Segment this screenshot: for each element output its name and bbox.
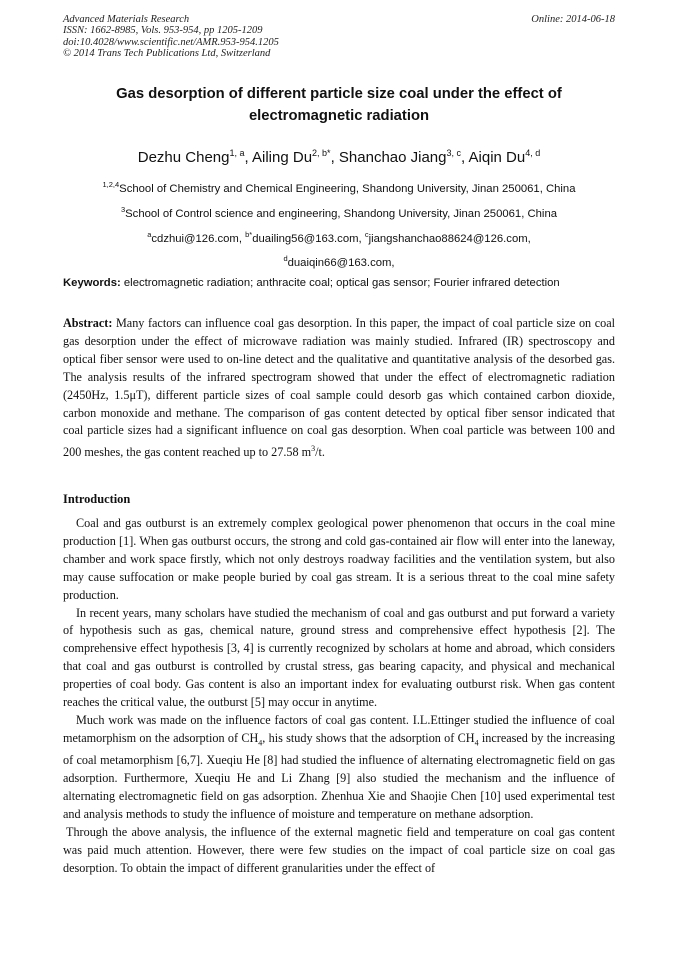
email-sup: a (147, 230, 152, 239)
email-sup: c (364, 230, 369, 239)
author-separator: , (461, 149, 469, 166)
email-sup: b* (245, 230, 253, 239)
abstract-label: Abstract: (63, 316, 113, 330)
journal-header (63, 14, 615, 60)
section-title: Introduction (63, 492, 131, 506)
author-name: Ailing Du (252, 149, 313, 166)
keywords-text: electromagnetic radiation; anthracite coal; optical gas sensor; Fourier infrared detection (120, 277, 560, 289)
keywords-label: Keywords: (63, 277, 121, 289)
email-address[interactable]: jiangshanchao88624@126.com, (368, 232, 531, 245)
email-sup: d (283, 254, 288, 263)
title-line-2: electromagnetic radiation (248, 108, 430, 124)
author-name: Shanchao Jiang (338, 149, 447, 166)
affiliation-2 (63, 203, 615, 221)
paragraph-text: increased by the increasing of coal metamorphism [6,7]. Xueqiu He [8] had studied the influence of alternating electromagnetic field on gas adsorption. Furthermore, Xueqiu He and Li Zhang [9] also studied the mechanism and the influence of alternating electromagnetic field on gas adsorption. Zhenhua Xie and Shaojie Chen [10] used experimental test and analysis methods to study the influence of moisture and temperature on methane adsorption. (63, 730, 615, 821)
author-separator: , (244, 149, 253, 166)
affiliation-sup: 3 (120, 205, 126, 214)
subscript: 4 (258, 738, 263, 748)
author-name: Aiqin Du (468, 149, 526, 166)
copyright-line: © 2014 Trans Tech Publications Ltd, Switzerland (63, 48, 271, 60)
email-address[interactable]: duaiqin66@163.com, (287, 256, 395, 269)
journal-name: Advanced Materials Research (63, 14, 190, 25)
online-date: Online: 2014-06-18 (531, 14, 615, 25)
doi-line: doi:10.4028/www.scientific.net/AMR.953-954.1205 (63, 36, 279, 48)
author-list (63, 143, 615, 168)
issn-line: ISSN: 1662-8985, Vols. 953-954, pp 1205-1209 (63, 25, 263, 37)
author-sup: 2, b* (312, 148, 331, 158)
email-line-2 (63, 252, 615, 270)
author-name: Dezhu Cheng (137, 149, 230, 166)
abstract (63, 315, 615, 462)
author-sup: 1, a (229, 148, 245, 158)
author-sup: 4, d (525, 148, 541, 158)
title-line-1: Gas desorption of different particle size coal under the effect of (116, 86, 562, 102)
affiliation-text: School of Control science and engineering, Shandong University, Jinan 250061, China (125, 207, 558, 220)
paragraph (63, 712, 615, 824)
affiliation-sup: 1,2,4 (102, 180, 120, 189)
introduction-body (63, 515, 615, 878)
unit-tail: /t. (315, 445, 325, 460)
unit-superscript: 3 (311, 444, 316, 454)
subscript: 4 (474, 738, 479, 748)
paragraph: Through the above analysis, the influence of the external magnetic field and temperature on coal gas content was paid much attention. However, there were few studies on the impact of coal particle size on coal gas desorption. To obtain the impact of different granularities under the effect of (63, 824, 615, 875)
paragraph: In recent years, many scholars have studied the mechanism of coal and gas outburst and put forward a variety of hypothesis such as gas, chemical nature, ground stress and comprehensive effect hypothesis [2]. The comprehensive effect hypothesis [3, 4] is currently recognized by scholars at home and abroad, which considers that coal and gas outburst is controlled by crustal stress, gas bearing capacity, and physical and mechanical properties of coal body. Gas content is also an important index for evaluating outburst risk. When gas content reaches the critical value, the outburst [5] may occur in anytime. (63, 605, 615, 710)
author-separator: , (330, 149, 339, 166)
affiliation-1 (63, 178, 615, 196)
paragraph: Coal and gas outburst is an extremely complex geological power phenomenon that occurs in the coal mine production [1]. When gas outburst occurs, the strong and cold gas-contained air flow will enter into the laneway, chamber and work space firstly, which not only destroys roadway facilities and the ventilation system, but also may cause suffocation or make people buried by coal gas stream. It is a serious threat to the coal mine safety production. (63, 516, 615, 602)
abstract-text: Many factors can influence coal gas desorption. In this paper, the impact of coal particle size on coal gas desorption under the effect of microwave radiation was mainly studied. Infrared (IR) spectroscopy and optical fiber sensor were used to on-line detect and the qualitative and quantitative analysis of the desorbed gas. The analysis results of the infrared spectrogram showed that under the effect of electromagnetic radiation (2450Hz, 1.5μT), different particle sizes of coal sample could desorb gas which contained carbon dioxide, carbon monoxide and methane. The comparison of gas content detected by optical fiber sensor indicated that coal particle sizes had a significant influence on coal gas desorption. When coal particle was between 100 and 200 meshes, the gas content reached up to 27.58 m (63, 316, 615, 460)
email-address[interactable]: cdzhui@126.com, (151, 232, 246, 245)
author-sup: 3, c (446, 148, 462, 158)
paragraph-text: , his study shows that the adsorption of CH (262, 730, 475, 745)
affiliation-text: School of Chemistry and Chemical Engineering, Shandong University, Jinan 250061, China (119, 182, 576, 195)
keywords (63, 276, 615, 290)
email-line-1 (63, 228, 615, 246)
email-address[interactable]: duailing56@163.com, (252, 232, 365, 245)
paper-title (63, 83, 615, 127)
paragraph-text: Much work was made on the influence factors of coal gas content. I.L.Ettinger studied the influence of coal metamorphism on the adsorption of CH (63, 712, 615, 745)
